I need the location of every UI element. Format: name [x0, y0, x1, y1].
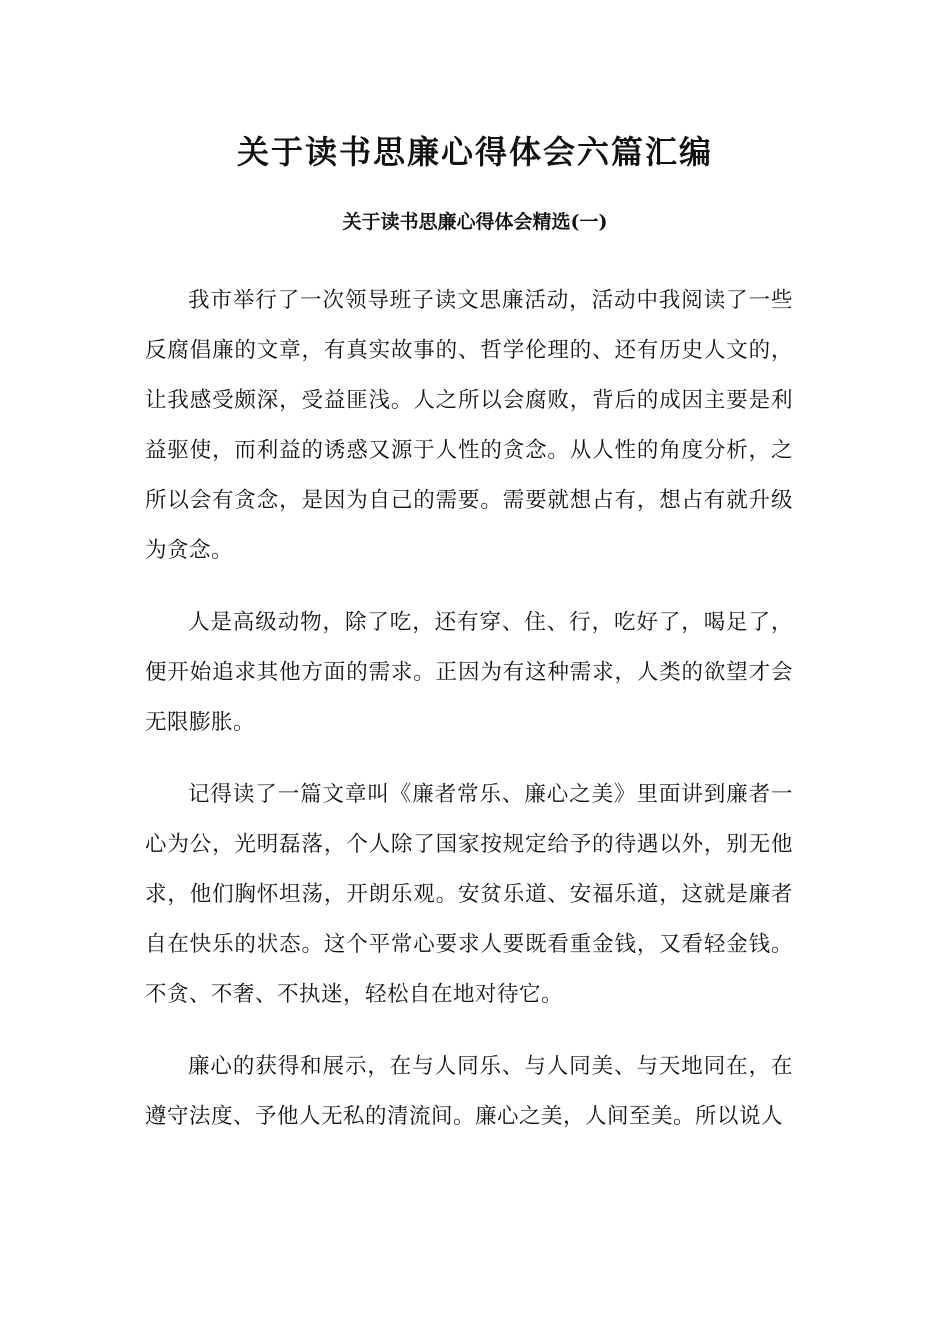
paragraph-1: 我市举行了一次领导班子读文思廉活动，活动中我阅读了一些反腐倡廉的文章，有真实故事的、哲学伦理的、还有历史人文的，让我感受颇深，受益匪浅。人之所以会腐败，背后的成因主要是利益驱使，而利益的诱惑又源于人性的贪念。从人性的角度分析，之所以会有贪念，是因为自己的需要。需要就想占有，想占有就升级为贪念。: [145, 288, 793, 563]
paragraph-3: 记得读了一篇文章叫《廉者常乐、廉心之美》里面讲到廉者一心为公，光明磊落，个人除了国家按规定给予的待遇以外，别无他求，他们胸怀坦荡，开朗乐观。安贫乐道、安福乐道，这就是廉者自在快乐的状态。这个平常心要求人要既看重金钱，又看轻金钱。不贪、不奢、不执迷，轻松自在地对待它。: [145, 782, 793, 1007]
document-body: [145, 276, 793, 1164]
document-title: 关于读书思廉心得体会六篇汇编: [236, 133, 713, 171]
document-subtitle: 关于读书思廉心得体会精选(一): [342, 211, 608, 233]
paragraph-4: 廉心的获得和展示，在与人同乐、与人同美、与天地同在，在遵守法度、予他人无私的清流间。廉心之美，人间至美。所以说人: [145, 1054, 793, 1129]
paragraph-2: 人是高级动物，除了吃，还有穿、住、行，吃好了，喝足了，便开始追求其他方面的需求。正因为有这种需求，人类的欲望才会无限膨胀。: [145, 610, 793, 735]
